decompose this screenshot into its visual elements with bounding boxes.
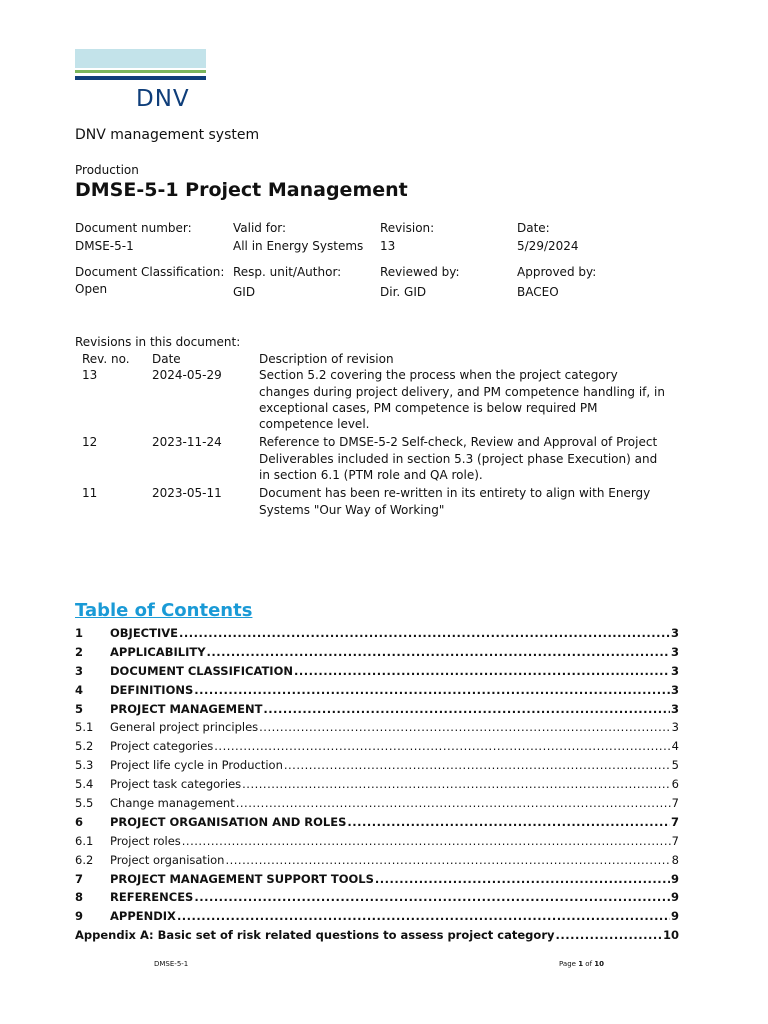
- meta-revision: [380, 219, 434, 255]
- toc-entry[interactable]: [75, 645, 679, 664]
- toc-entry[interactable]: [75, 890, 679, 909]
- meta-approved-by: [517, 263, 596, 301]
- document-category: Production: [75, 163, 139, 177]
- toc-entry[interactable]: [75, 853, 679, 872]
- footer-page-word: Page: [559, 960, 576, 968]
- meta-value: DMSE-5-1: [75, 239, 134, 253]
- toc-leader-dots: [347, 815, 670, 829]
- toc-entry-title: OBJECTIVE: [110, 626, 178, 640]
- toc-entry-title: Project life cycle in Production: [110, 758, 283, 773]
- toc-leader-dots: [284, 758, 671, 772]
- toc-entry-page: 7: [671, 833, 679, 848]
- logo-stripe-blue: [75, 76, 206, 80]
- toc-leader-dots: [207, 645, 670, 659]
- toc-entry-title: Project task categories: [110, 777, 242, 792]
- table-row: [75, 434, 675, 483]
- meta-valid-for: [233, 219, 363, 255]
- toc-entry-page: 9: [670, 909, 679, 924]
- table-of-contents: [75, 626, 679, 947]
- toc-entry-number: 2: [75, 644, 84, 659]
- column-header: Rev. no.: [82, 352, 130, 366]
- meta-responsible: [233, 263, 341, 301]
- toc-leader-dots: [236, 796, 671, 810]
- meta-value: All in Energy Systems: [233, 239, 364, 253]
- toc-entry[interactable]: [75, 909, 679, 928]
- toc-entry-title: APPENDIX: [110, 909, 176, 924]
- toc-entry-title: General project principles: [110, 720, 259, 735]
- meta-reviewed-by: [380, 263, 460, 301]
- meta-label: Document number:: [75, 221, 192, 235]
- logo-band-light: [75, 49, 206, 68]
- revisions-heading: Revisions in this document:: [75, 335, 241, 349]
- toc-leader-dots: [179, 626, 670, 640]
- toc-entry-title: Project categories: [110, 739, 214, 754]
- meta-label: Valid for:: [233, 221, 287, 235]
- toc-entry-number: 5.3: [75, 758, 94, 773]
- footer-page-indicator: [559, 960, 604, 968]
- management-system-label: DNV management system: [75, 127, 260, 143]
- meta-label: Revision:: [380, 221, 435, 235]
- toc-leader-dots: [182, 834, 671, 848]
- meta-value: GID: [233, 285, 256, 299]
- toc-leader-dots: [225, 853, 670, 867]
- toc-entry-page: 7: [671, 796, 679, 811]
- rev-date: 2023-11-24: [152, 435, 222, 450]
- toc-entry-page: 5: [671, 758, 679, 773]
- dnv-logo: [75, 49, 206, 112]
- toc-entry-number: 5.2: [75, 739, 94, 754]
- toc-entry-title: APPLICABILITY: [110, 644, 206, 659]
- toc-leader-dots: [259, 720, 671, 734]
- footer-doc-id: DMSE-5-1: [154, 960, 189, 968]
- table-row: [75, 485, 675, 518]
- toc-entry[interactable]: [75, 872, 679, 891]
- toc-entry-number: 7: [75, 871, 84, 886]
- toc-entry-number: 9: [75, 909, 84, 924]
- rev-description: Document has been re-written in its entirety to align with Energy Systems "Our Way of Working": [259, 486, 651, 517]
- toc-entry-number: 5.1: [75, 720, 94, 735]
- toc-entry[interactable]: [75, 739, 679, 758]
- rev-number: 11: [82, 486, 98, 501]
- toc-entry-number: 6: [75, 814, 84, 829]
- meta-document-number: [75, 219, 192, 255]
- toc-entry-page: 3: [670, 663, 679, 678]
- toc-entry[interactable]: [75, 815, 679, 834]
- footer-page-total: 10: [594, 960, 605, 968]
- revisions-table: [75, 351, 675, 518]
- meta-label: Reviewed by:: [380, 265, 460, 279]
- toc-entry-page: 9: [670, 871, 679, 886]
- toc-entry-title: Project roles: [110, 833, 181, 848]
- toc-entry-page: 3: [671, 720, 679, 735]
- toc-entry-title: PROJECT ORGANISATION AND ROLES: [110, 814, 347, 829]
- meta-label: Document Classification:: [75, 265, 225, 279]
- meta-date: [517, 219, 579, 255]
- page-title: DMSE-5-1 Project Management: [75, 179, 408, 201]
- toc-leader-dots: [294, 664, 670, 678]
- toc-leader-dots: [194, 890, 670, 904]
- toc-entry[interactable]: [75, 702, 679, 721]
- toc-leader-dots: [242, 777, 671, 791]
- toc-entry-number: 1: [75, 626, 84, 640]
- toc-entry-page: 4: [671, 739, 679, 754]
- rev-number: 13: [82, 368, 98, 383]
- column-header: Date: [152, 352, 181, 366]
- toc-entry-title: Project organisation: [110, 852, 225, 867]
- toc-leader-dots: [177, 909, 670, 923]
- toc-entry[interactable]: [75, 928, 679, 947]
- toc-leader-dots: [194, 683, 670, 697]
- meta-label: Approved by:: [517, 265, 597, 279]
- toc-entry-page: 8: [671, 852, 679, 867]
- rev-number: 12: [82, 435, 98, 450]
- rev-description: Section 5.2 covering the process when the project category changes during project delivery, and PM competence handling if, in exceptional cases, PM competence is below required PM competence level.: [259, 368, 665, 432]
- toc-entry-number: 4: [75, 682, 84, 697]
- column-header: Description of revision: [259, 352, 394, 366]
- toc-entry-title: REFERENCES: [110, 890, 194, 905]
- toc-entry-title: PROJECT MANAGEMENT: [110, 701, 263, 716]
- toc-entry-page: 3: [670, 644, 679, 659]
- meta-label: Date:: [517, 221, 550, 235]
- toc-entry-page: 3: [670, 701, 679, 716]
- toc-entry[interactable]: [75, 796, 679, 815]
- toc-entry[interactable]: [75, 777, 679, 796]
- toc-entry-number: 5.4: [75, 777, 94, 792]
- rev-date: 2024-05-29: [152, 368, 222, 383]
- toc-leader-dots: [375, 872, 670, 886]
- toc-entry-title: PROJECT MANAGEMENT SUPPORT TOOLS: [110, 871, 374, 886]
- meta-value: Dir. GID: [380, 285, 427, 299]
- toc-leader-dots: [263, 702, 670, 716]
- toc-entry[interactable]: [75, 626, 679, 645]
- meta-label: Resp. unit/Author:: [233, 265, 342, 279]
- toc-title: Table of Contents: [75, 600, 253, 621]
- rev-date: 2023-05-11: [152, 486, 222, 501]
- toc-leader-dots: [556, 928, 662, 942]
- toc-entry-number: 6.1: [75, 833, 94, 848]
- footer-of-word: of: [585, 960, 593, 968]
- meta-value: 5/29/2024: [517, 239, 579, 253]
- toc-entry[interactable]: [75, 834, 679, 853]
- toc-entry[interactable]: [75, 683, 679, 702]
- toc-entry-page: 7: [670, 814, 679, 829]
- meta-value: Open: [75, 282, 108, 296]
- toc-entry-page: 10: [662, 928, 679, 943]
- toc-entry[interactable]: [75, 664, 679, 683]
- logo-text: DNV: [136, 86, 190, 112]
- toc-entry-title: Change management: [110, 796, 235, 811]
- meta-value: BACEO: [517, 285, 559, 299]
- toc-entry-title: DOCUMENT CLASSIFICATION: [110, 663, 293, 678]
- meta-value: 13: [380, 239, 396, 253]
- rev-description: Reference to DMSE-5-2 Self-check, Review and Approval of Project Deliverables included in section 5.3 (project phase Execution) and in section 6.1 (PTM role and QA role).: [259, 435, 658, 483]
- meta-classification: [75, 263, 224, 298]
- footer-page-number: 1: [578, 960, 584, 968]
- toc-entry[interactable]: [75, 758, 679, 777]
- toc-entry-number: 5: [75, 701, 84, 716]
- toc-entry-number: 8: [75, 890, 84, 905]
- toc-entry-page: 6: [671, 777, 679, 792]
- table-row: [75, 367, 675, 432]
- toc-leader-dots: [214, 739, 670, 753]
- toc-entry-title: DEFINITIONS: [110, 682, 194, 697]
- revisions-header-row: [75, 351, 675, 367]
- toc-entry-page: 3: [670, 682, 679, 697]
- toc-entry-page: 9: [670, 890, 679, 905]
- toc-entry-number: 5.5: [75, 796, 94, 811]
- toc-entry[interactable]: [75, 720, 679, 739]
- toc-entry-number: 3: [75, 663, 84, 678]
- toc-entry-page: 3: [670, 626, 679, 640]
- toc-entry-title: Appendix A: Basic set of risk related questions to assess project category: [75, 928, 555, 943]
- toc-entry-number: 6.2: [75, 852, 94, 867]
